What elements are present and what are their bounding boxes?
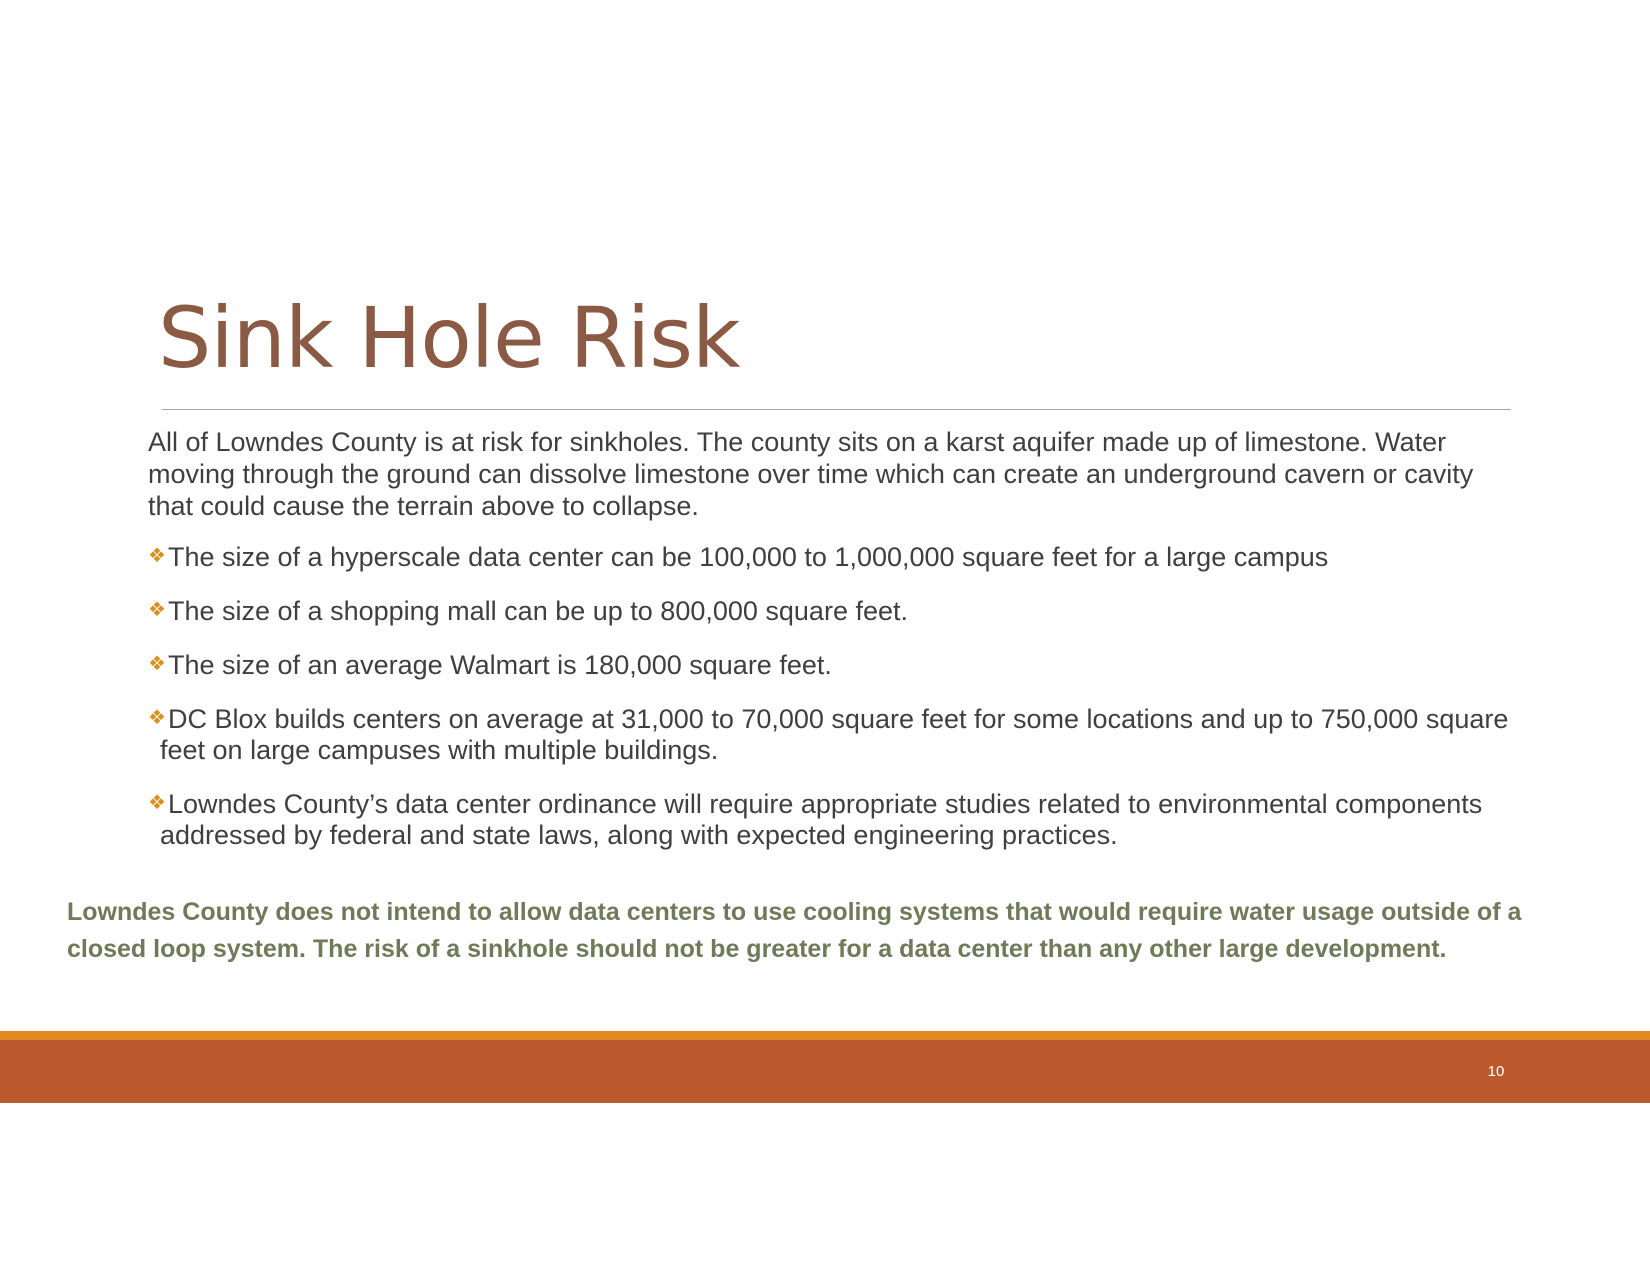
page-number: 10 (1487, 1063, 1505, 1080)
bullet-item-walmart-size (148, 650, 1518, 681)
slide-title: Sink Hole Risk (158, 289, 740, 387)
title-divider (162, 409, 1511, 410)
intro-paragraph: All of Lowndes County is at risk for sinkholes. The county sits on a karst aquifer made up of limestone. Water moving through the ground can dissolve limestone over time which can create an underground cavern or cavity that could cause the terrain above to collapse. (148, 427, 1474, 521)
bullet-text: Lowndes County’s data center ordinance will require appropriate studies related to environmental components addressed by federal and state laws, along with expected engineering practices. (160, 789, 1483, 850)
bullet-list (148, 542, 1518, 874)
conclusion-statement: Lowndes County does not intend to allow data centers to use cooling systems that would require water usage outside of a closed loop system. The risk of a sinkhole should not be greater for a data center than any other large development. (67, 898, 1522, 963)
bullet-text: DC Blox builds centers on average at 31,000 to 70,000 square feet for some locations and up to 750,000 square feet on large campuses with multiple buildings. (160, 704, 1509, 765)
diamond-cluster-icon: ❖ (148, 792, 166, 814)
bullet-item-hyperscale-size (148, 542, 1518, 573)
bullet-text: The size of an average Walmart is 180,000 square feet. (168, 650, 832, 680)
diamond-cluster-icon: ❖ (148, 707, 166, 729)
bullet-item-dc-blox-size (148, 704, 1518, 766)
bullet-text: The size of a hyperscale data center can be 100,000 to 1,000,000 square feet for a large campus (168, 542, 1329, 572)
footer-band (0, 1040, 1650, 1103)
diamond-cluster-icon: ❖ (148, 599, 166, 621)
bullet-item-ordinance (148, 789, 1518, 851)
bullet-item-shopping-mall-size (148, 596, 1518, 627)
bullet-text: The size of a shopping mall can be up to 800,000 square feet. (168, 596, 908, 626)
footer-accent-stripe (0, 1031, 1650, 1040)
diamond-cluster-icon: ❖ (148, 545, 166, 567)
diamond-cluster-icon: ❖ (148, 653, 166, 675)
